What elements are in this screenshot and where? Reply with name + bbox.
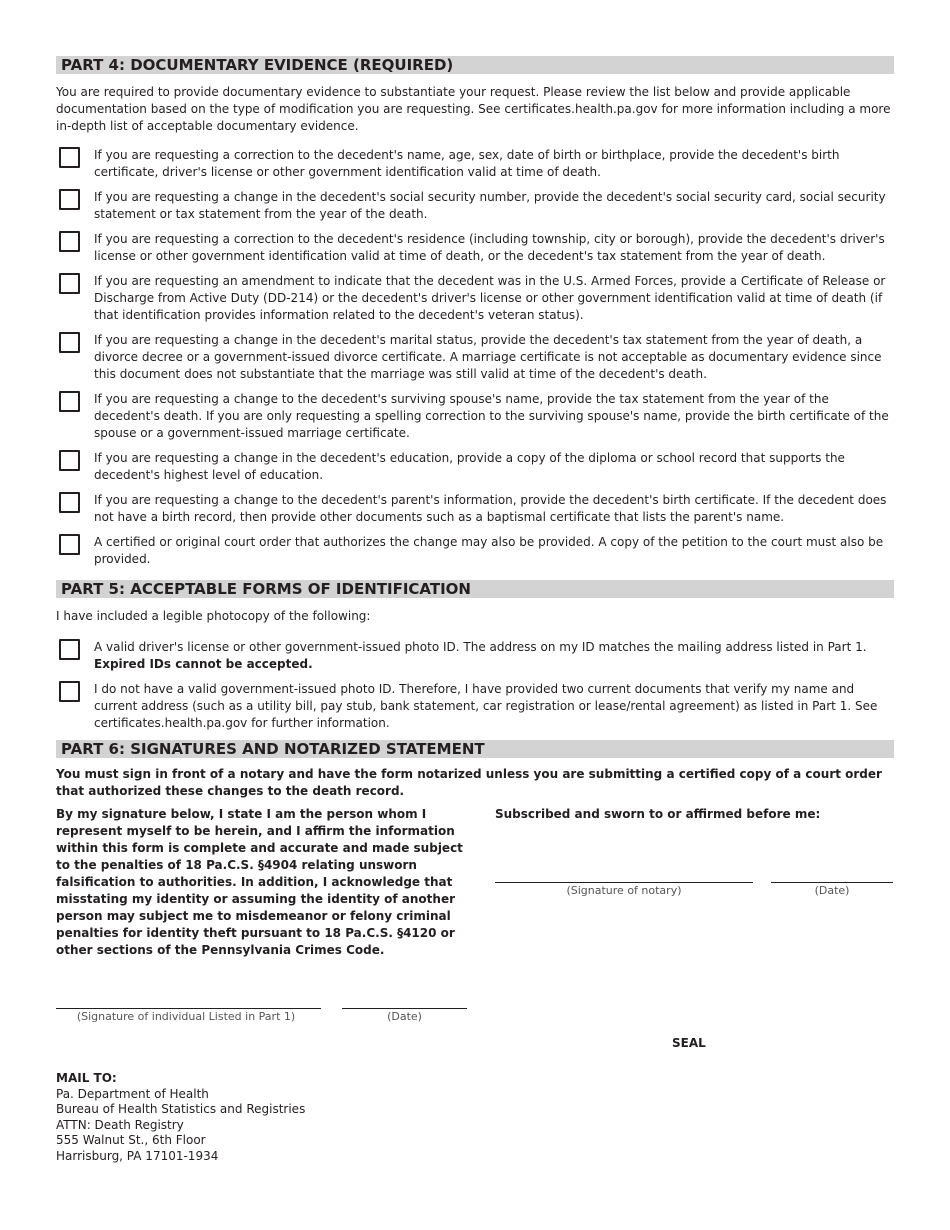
evidence-item-armed-forces <box>56 273 894 324</box>
evidence-item-text: If you are requesting a change to the decedent's surviving spouse's name, provide the tax statement from the year of the decedent's death. If you are only requesting a spelling correction to the surviving spouse's name, provide the birth certificate of the spouse or a government-issued marriage certificate. <box>94 392 889 440</box>
individual-date-line[interactable] <box>342 1008 467 1009</box>
mail-to-label: MAIL TO: <box>56 1071 117 1085</box>
evidence-checkbox-2[interactable] <box>59 189 80 210</box>
evidence-item-text: If you are requesting a change in the decedent's social security number, provide the decedent's social security card, social security statement or tax statement from the year of the death. <box>94 190 886 221</box>
evidence-checkbox-5[interactable] <box>59 332 80 353</box>
mail-to-line: ATTN: Death Registry <box>56 1117 184 1132</box>
seal-label: SEAL <box>672 1036 706 1050</box>
evidence-checkbox-3[interactable] <box>59 231 80 252</box>
part6-notice: You must sign in front of a notary and have the form notarized unless you are submitting a certified copy of a court order that authorized these changes to the death record. <box>56 767 882 798</box>
part4-header: PART 4: DOCUMENTARY EVIDENCE (REQUIRED) <box>56 56 894 74</box>
notary-signature-line[interactable] <box>495 882 753 883</box>
part5-intro: I have included a legible photocopy of the following: <box>56 609 371 623</box>
evidence-item-text: If you are requesting a change to the decedent's parent's information, provide the decedent's birth certificate. If the decedent does not have a birth record, then provide other documents such as a baptismal certificate that lists the parent's name. <box>94 493 887 524</box>
evidence-item-court-order <box>56 534 894 568</box>
mail-to-line: Pa. Department of Health <box>56 1086 209 1101</box>
evidence-item-text: If you are requesting a correction to the decedent's name, age, sex, date of birth or birthplace, provide the decedent's birth certificate, driver's license or other government identification valid at time of death. <box>94 148 840 179</box>
id-checkbox-no-photo-id[interactable] <box>59 681 80 702</box>
part5-header: PART 5: ACCEPTABLE FORMS OF IDENTIFICATION <box>56 580 894 598</box>
mail-to-block <box>56 1071 305 1164</box>
id-item-photo-id <box>56 639 894 673</box>
id-item-text <box>94 639 894 673</box>
evidence-item-text: A certified or original court order that authorizes the change may also be provided. A copy of the petition to the court must also be provided. <box>94 535 884 566</box>
evidence-item-parent-info <box>56 492 894 526</box>
part4-checklist <box>56 147 894 568</box>
evidence-item-text: If you are requesting a change in the decedent's marital status, provide the decedent's tax statement from the year of death, a divorce decree or a government-issued divorce certificate. A marriage certificate is not acceptable as documentary evidence since this document does not substantiate that the marriage was still valid at time of the decedent's death. <box>94 333 882 381</box>
id-item-text-main: A valid driver's license or other government-issued photo ID. The address on my ID matches the mailing address listed in Part 1. <box>94 640 867 654</box>
evidence-checkbox-9[interactable] <box>59 534 80 555</box>
evidence-item-name-age-sex <box>56 147 894 181</box>
notary-signature-caption: (Signature of notary) <box>566 884 682 897</box>
individual-signature-caption: (Signature of individual Listed in Part 1) <box>76 1010 296 1023</box>
individual-signature-line[interactable] <box>56 1008 321 1009</box>
individual-date-caption: (Date) <box>387 1010 422 1023</box>
notary-heading: Subscribed and sworn to or affirmed before me: <box>495 807 821 821</box>
mail-to-line: 555 Walnut St., 6th Floor <box>56 1133 206 1147</box>
evidence-item-text: If you are requesting an amendment to indicate that the decedent was in the U.S. Armed Forces, provide a Certificate of Release or Discharge from Active Duty (DD-214) or the decedent's driver's license or other government identification valid at time of death (if that identification provides information related to the decedent's veteran status). <box>94 274 886 322</box>
evidence-checkbox-1[interactable] <box>59 147 80 168</box>
evidence-checkbox-7[interactable] <box>59 450 80 471</box>
evidence-item-ssn <box>56 189 894 223</box>
evidence-item-education <box>56 450 894 484</box>
id-checkbox-photo-id[interactable] <box>59 639 80 660</box>
part6-header: PART 6: SIGNATURES AND NOTARIZED STATEMENT <box>56 740 894 758</box>
evidence-item-text: If you are requesting a correction to the decedent's residence (including township, city or borough), provide the decedent's driver's license or other government identification valid at time of death, or the decedent's tax statement from the year of death. <box>94 232 885 263</box>
part4-intro: You are required to provide documentary evidence to substantiate your request. Please review the list below and provide applicable documentation based on the type of modification you are requesting. See certificates.health.pa.gov for more information including a more in-depth list of acceptable documentary evidence. <box>56 85 891 133</box>
evidence-item-text: If you are requesting a change in the decedent's education, provide a copy of the diploma or school record that supports the decedent's highest level of education. <box>94 451 845 482</box>
evidence-item-spouse-name <box>56 391 894 442</box>
evidence-item-marital-status <box>56 332 894 383</box>
id-item-text: I do not have a valid government-issued photo ID. Therefore, I have provided two current documents that verify my name and current address (such as a utility bill, pay stub, bank statement, car registration or lease/rental agreement) as listed in Part 1. See certificates.health.pa.gov for further information. <box>94 682 878 730</box>
id-item-no-photo-id <box>56 681 894 732</box>
expired-ids-warning: Expired IDs cannot be accepted. <box>94 657 313 671</box>
signature-statement: By my signature below, I state I am the person whom I represent myself to be herein, and I affirm the information within this form is complete and accurate and made subject to the penalties of 18 Pa.C.S. §4904 relating unsworn falsification to authorities. In addition, I acknowledge that misstating my identity or assuming the identity of another person may subject me to misdemeanor or felony criminal penalties for identity theft pursuant to 18 Pa.C.S. §4120 or other sections of the Pennsylvania Crimes Code. <box>56 807 463 957</box>
evidence-checkbox-8[interactable] <box>59 492 80 513</box>
evidence-checkbox-6[interactable] <box>59 391 80 412</box>
evidence-item-residence <box>56 231 894 265</box>
mail-to-line: Bureau of Health Statistics and Registries <box>56 1102 306 1116</box>
notary-date-line[interactable] <box>771 882 893 883</box>
notary-date-caption: (Date) <box>814 884 850 897</box>
evidence-checkbox-4[interactable] <box>59 273 80 294</box>
part5-checklist <box>56 639 894 732</box>
mail-to-line: Harrisburg, PA 17101-1934 <box>56 1148 219 1163</box>
form-page <box>56 56 894 800</box>
